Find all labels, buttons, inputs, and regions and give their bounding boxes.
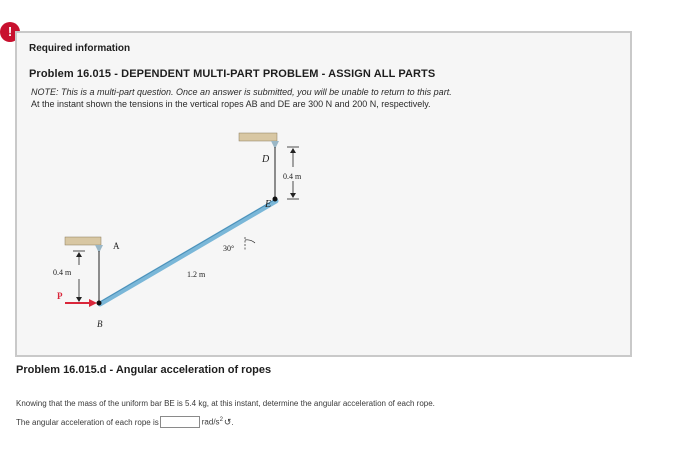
force-p-arrow-icon xyxy=(89,299,97,307)
dim-right-up-arrow-icon xyxy=(290,148,296,153)
required-information-heading: Required information xyxy=(29,43,131,54)
note-text: NOTE: This is a multi-part question. Once an answer is submitted, you will be unable to return to this part. xyxy=(31,87,452,97)
label-point-d: D xyxy=(262,154,270,165)
angle-arc xyxy=(245,240,255,243)
answer-row xyxy=(16,416,234,428)
answer-period: . xyxy=(231,417,234,427)
unit-label xyxy=(202,417,223,427)
alert-icon: ! xyxy=(0,22,20,42)
dim-left-up-arrow-icon xyxy=(76,252,82,257)
question-text: Knowing that the mass of the uniform bar BE is 5.4 kg, at this instant, determine the angular acceleration of each rope. xyxy=(16,399,435,408)
problem-title: Problem 16.015 - DEPENDENT MULTI-PART PROBLEM - ASSIGN ALL PARTS xyxy=(29,68,436,80)
top-support xyxy=(239,133,277,141)
label-bar-length: 1.2 m xyxy=(187,270,206,279)
unit-base: rad/s xyxy=(201,417,220,427)
bar-be xyxy=(100,201,276,304)
label-dim-left: 0.4 m xyxy=(53,268,72,277)
dim-left-down-arrow-icon xyxy=(76,297,82,302)
label-point-b: B xyxy=(97,319,103,329)
unit-exponent: 2 xyxy=(219,417,223,424)
problem-figure xyxy=(49,127,309,357)
label-angle: 30° xyxy=(223,244,235,253)
label-point-a: A xyxy=(113,241,120,251)
point-e xyxy=(273,197,278,202)
required-information-panel xyxy=(15,31,632,357)
label-dim-right: 0.4 m xyxy=(283,172,302,181)
left-support xyxy=(65,237,101,245)
answer-prefix: The angular acceleration of each rope is xyxy=(16,417,159,427)
bar-edge xyxy=(100,199,276,302)
label-point-e: E xyxy=(265,199,272,210)
problem-statement: At the instant shown the tensions in the vertical ropes AB and DE are 300 N and 200 N, respectively. xyxy=(31,99,431,109)
label-force-p: P xyxy=(57,291,63,301)
point-b xyxy=(97,301,102,306)
part-title: Problem 16.015.d - Angular acceleration of ropes xyxy=(16,364,272,376)
angular-acceleration-input[interactable] xyxy=(160,416,200,428)
dim-right-down-arrow-icon xyxy=(290,193,296,198)
counterclockwise-icon: ↺ xyxy=(223,416,232,427)
